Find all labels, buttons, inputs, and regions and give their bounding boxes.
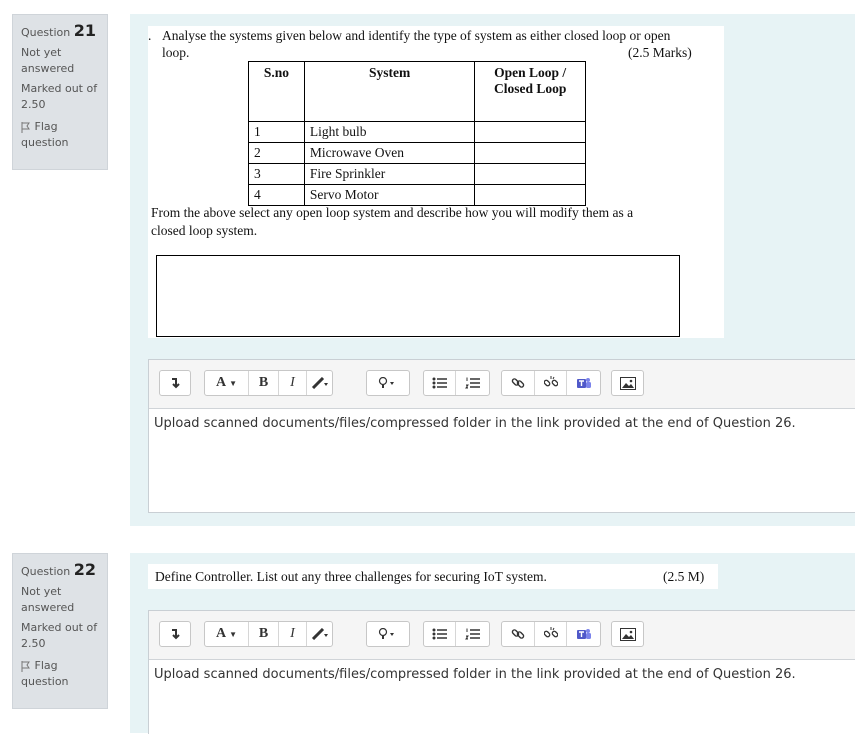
teams-button[interactable] <box>567 371 600 395</box>
col-header-loop-2: Closed Loop <box>493 81 567 96</box>
teams-icon <box>576 627 592 641</box>
col-header-system: System <box>304 62 474 122</box>
bulb-button[interactable] <box>367 622 409 646</box>
flag-icon <box>21 122 31 133</box>
flag-question-label: Flag question <box>21 659 69 688</box>
editor-content-area[interactable]: Upload scanned documents/files/compressed folder in the link provided at the end of Question 26. <box>154 667 796 682</box>
table-row <box>249 143 586 164</box>
image-icon <box>620 628 636 641</box>
cell-sno: 3 <box>249 164 305 185</box>
question-status: Not yet answered <box>21 46 75 75</box>
col-header-sno: S.no <box>249 62 305 122</box>
bulb-button[interactable] <box>367 371 409 395</box>
caret-down-icon: ▼ <box>229 378 238 388</box>
cell-system: Light bulb <box>304 122 474 143</box>
question-marks: (2.5 Marks) <box>628 45 692 60</box>
collapse-icon <box>170 377 180 389</box>
followup-text-line2: closed loop system. <box>151 223 258 238</box>
italic-button[interactable]: I <box>279 622 307 646</box>
cell-loop <box>475 185 586 206</box>
ordered-list-icon <box>465 377 481 389</box>
image-button[interactable] <box>612 371 643 395</box>
cell-loop <box>475 122 586 143</box>
question-info-21 <box>12 14 108 170</box>
marked-label: Marked out of <box>21 82 98 95</box>
marked-label: Marked out of <box>21 621 98 634</box>
teams-icon <box>576 376 592 390</box>
paint-brush-icon <box>311 628 329 640</box>
followup-text-line1: From the above select any open loop system and describe how you will modify them as a <box>151 205 634 220</box>
embedded-answer-box <box>156 255 680 337</box>
table-row <box>249 122 586 143</box>
link-icon <box>511 627 525 641</box>
unlink-button[interactable] <box>535 371 567 395</box>
ordered-list-button[interactable] <box>456 371 489 395</box>
marked-value: 2.50 <box>21 98 46 111</box>
cell-sno: 1 <box>249 122 305 143</box>
col-header-loop-1: Open Loop / <box>494 65 567 80</box>
cell-system: Servo Motor <box>304 185 474 206</box>
paint-brush-icon <box>311 377 329 389</box>
image-icon <box>620 377 636 390</box>
question-text-21 <box>148 26 724 338</box>
cell-sno: 2 <box>249 143 305 164</box>
flag-question-link[interactable] <box>21 658 99 690</box>
question-status: Not yet answered <box>21 585 75 614</box>
image-button[interactable] <box>612 622 643 646</box>
bold-button[interactable]: B <box>249 622 279 646</box>
bold-button[interactable]: B <box>249 371 279 395</box>
collapse-button[interactable] <box>160 371 190 395</box>
unlink-icon <box>544 627 558 641</box>
answer-editor-21 <box>148 359 855 513</box>
question-marks: (2.5 M) <box>663 569 705 584</box>
bulb-icon <box>378 377 398 389</box>
font-color-label: A <box>215 626 227 641</box>
systems-table <box>248 61 586 206</box>
bullet: . <box>148 28 152 43</box>
editor-toolbar <box>149 611 855 660</box>
question-text-22 <box>148 564 718 589</box>
ordered-list-icon <box>465 628 481 640</box>
answer-editor-22 <box>148 610 855 734</box>
bulb-icon <box>378 628 398 640</box>
flag-question-label: Flag question <box>21 120 69 149</box>
unordered-list-icon <box>432 377 448 389</box>
font-color-button[interactable] <box>205 622 249 646</box>
cell-loop <box>475 143 586 164</box>
unordered-list-icon <box>432 628 448 640</box>
editor-content-area[interactable]: Upload scanned documents/files/compressed folder in the link provided at the end of Question 26. <box>154 416 796 431</box>
question-number: 21 <box>73 21 96 40</box>
unordered-list-button[interactable] <box>424 371 456 395</box>
unlink-icon <box>544 376 558 390</box>
question-text-line1: Analyse the systems given below and identify the type of system as either closed loop or open <box>162 28 671 43</box>
unordered-list-button[interactable] <box>424 622 456 646</box>
collapse-icon <box>170 628 180 640</box>
unlink-button[interactable] <box>535 622 567 646</box>
paint-brush-button[interactable] <box>307 371 332 395</box>
table-header-row <box>249 62 586 122</box>
caret-down-icon: ▼ <box>229 629 238 639</box>
question-label: Question <box>21 565 71 578</box>
question-label: Question <box>21 26 71 39</box>
teams-button[interactable] <box>567 622 600 646</box>
question-info-22 <box>12 553 108 709</box>
collapse-button[interactable] <box>160 622 190 646</box>
cell-system: Microwave Oven <box>304 143 474 164</box>
link-button[interactable] <box>502 371 535 395</box>
marked-value: 2.50 <box>21 637 46 650</box>
paint-brush-button[interactable] <box>307 622 332 646</box>
cell-loop <box>475 164 586 185</box>
table-row <box>249 185 586 206</box>
link-button[interactable] <box>502 622 535 646</box>
col-header-loop <box>475 62 586 122</box>
font-color-button[interactable] <box>205 371 249 395</box>
question-number: 22 <box>73 560 96 579</box>
font-color-label: A <box>215 375 227 390</box>
cell-sno: 4 <box>249 185 305 206</box>
question-text: Define Controller. List out any three challenges for securing IoT system. <box>155 569 547 584</box>
italic-button[interactable]: I <box>279 371 307 395</box>
link-icon <box>511 376 525 390</box>
flag-icon <box>21 661 31 672</box>
ordered-list-button[interactable] <box>456 622 489 646</box>
question-text-line2: loop. <box>162 45 190 60</box>
editor-toolbar <box>149 360 855 409</box>
cell-system: Fire Sprinkler <box>304 164 474 185</box>
table-row <box>249 164 586 185</box>
flag-question-link[interactable] <box>21 119 99 151</box>
